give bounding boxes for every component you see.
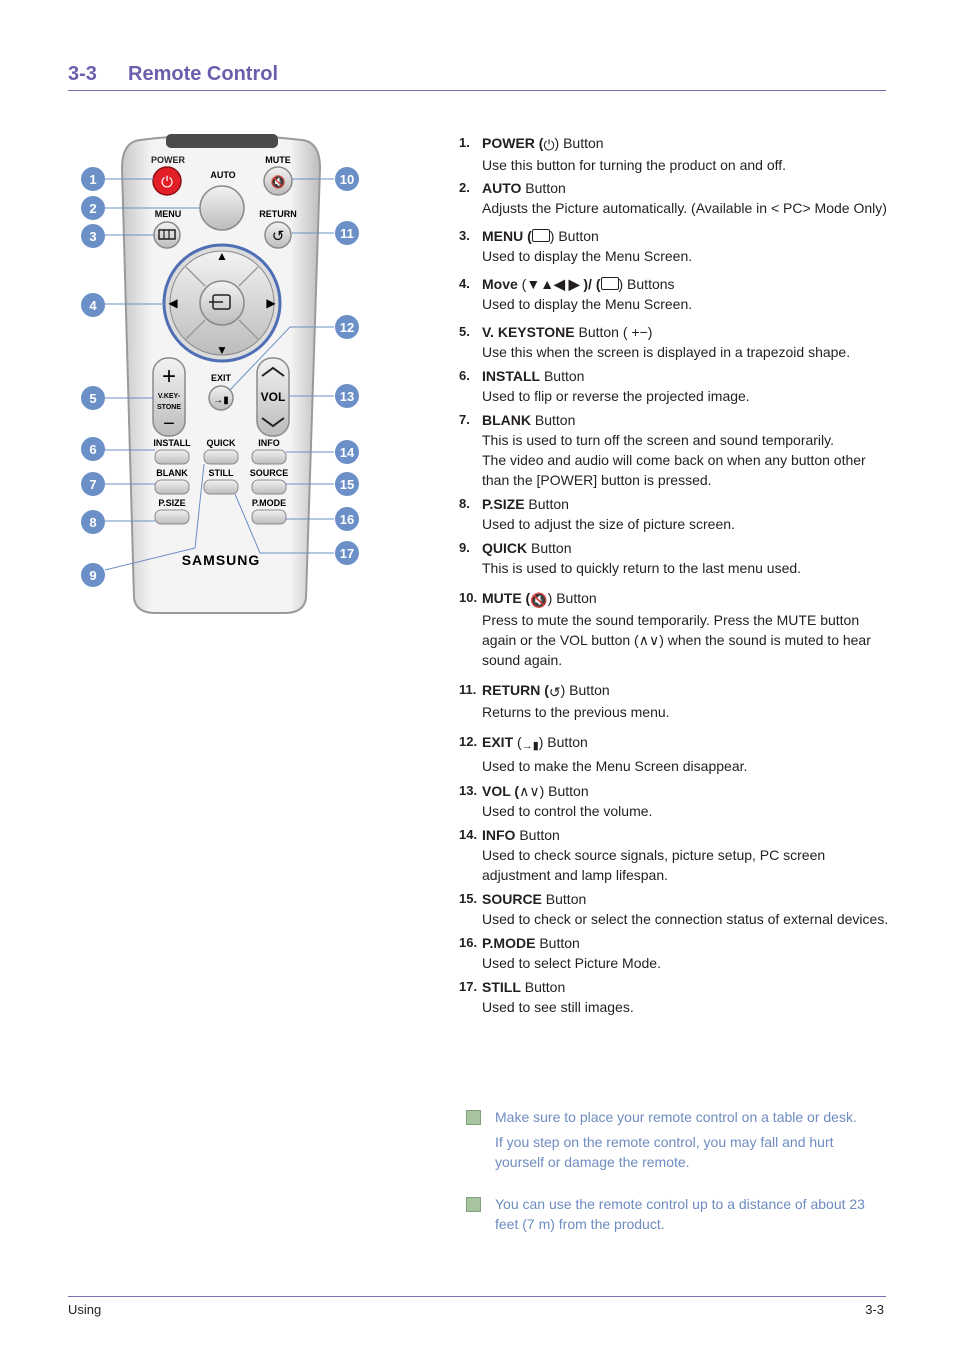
- samsung-logo: SAMSUNG: [181, 552, 261, 568]
- item-number: 17.: [459, 979, 478, 994]
- remote-label-pmode: P.MODE: [251, 498, 287, 508]
- list-item: 15. SOURCE Button Used to check or select the connection status of external devices.: [459, 891, 889, 927]
- list-item: 16. P.MODE Button Used to select Picture Mode.: [459, 933, 889, 973]
- right-arrow-icon: ▶: [266, 296, 276, 310]
- item-desc: Press to mute the sound temporarily. Press the MUTE button again or the VOL button (∧∨) when the sound is muted to hear sound again.: [482, 612, 871, 668]
- auto-button: [200, 186, 244, 230]
- info-button: [252, 450, 286, 464]
- item-desc: Used to adjust the size of picture screen.: [482, 516, 735, 532]
- return-icon: ↺: [548, 684, 561, 700]
- item-number: 5.: [459, 324, 470, 339]
- page-footer: [68, 1296, 886, 1317]
- remote-label-blank: BLANK: [156, 468, 188, 478]
- item-name: QUICK: [482, 540, 528, 556]
- item-number: 12.: [459, 734, 478, 749]
- item-name: V. KEYSTONE: [482, 324, 575, 340]
- item-number: 6.: [459, 368, 470, 383]
- ir-window: [166, 134, 278, 148]
- power-icon: ⏻: [161, 174, 173, 191]
- item-desc: Used to make the Menu Screen disappear.: [482, 758, 748, 774]
- install-button: [155, 450, 189, 464]
- list-item: 9. QUICK Button This is used to quickly return to the last menu used.: [459, 538, 889, 578]
- item-number: 15.: [459, 891, 478, 906]
- callout-3: 3: [89, 229, 97, 244]
- list-item: 8. P.SIZE Button Used to adjust the size of picture screen.: [459, 494, 889, 534]
- item-number: 1.: [459, 135, 470, 150]
- arrow-icons: ▼▲◀ ▶: [526, 276, 580, 292]
- item-name: MUTE (: [482, 590, 531, 606]
- list-item: 1. POWER (⏻) Button Use this button for turning the product on and off.: [459, 133, 889, 175]
- mute-icon: 🔇: [270, 175, 286, 189]
- list-item: 3. MENU ( ) Button Used to display the Menu Screen.: [459, 226, 889, 266]
- item-desc: Returns to the previous menu.: [482, 704, 670, 720]
- callout-11: 11: [340, 226, 354, 241]
- item-name: RETURN (: [482, 682, 549, 698]
- enter-button: [200, 281, 244, 325]
- callout-5: 5: [89, 391, 97, 406]
- exit-icon: →▮: [521, 740, 539, 752]
- remote-label-power: POWER: [150, 155, 186, 165]
- plus-minus-icon: +−: [631, 324, 648, 340]
- item-desc: Used to select Picture Mode.: [482, 955, 661, 971]
- item-name: AUTO: [482, 180, 522, 196]
- item-name: BLANK: [482, 412, 531, 428]
- callout-10: 10: [339, 172, 355, 187]
- note-remote-placement: Make sure to place your remote control on a table or desk. If you step on the remote control, you may fall and hurt yourself or damage the remote.: [466, 1107, 886, 1172]
- item-desc: Used to display the Menu Screen.: [482, 248, 693, 264]
- remote-label-install: INSTALL: [153, 438, 191, 448]
- item-desc: Used to check source signals, picture setup, PC screen adjustment and lamp lifespan.: [482, 847, 826, 883]
- list-item: 10. MUTE (🔇) Button Press to mute the sound temporarily. Press the MUTE button again or the VOL button (∧∨) when the sound is muted to hear sound again.: [459, 588, 889, 670]
- still-button: [204, 480, 238, 494]
- item-number: 16.: [459, 935, 478, 950]
- item-name: Move: [482, 276, 518, 292]
- remote-label-still: STILL: [208, 468, 234, 478]
- item-desc: Used to see still images.: [482, 999, 634, 1015]
- remote-label-vkey1: V.KEY-: [157, 393, 181, 400]
- mute-icon: 🔇: [530, 592, 548, 608]
- callout-2: 2: [89, 201, 97, 216]
- item-name: EXIT: [482, 734, 514, 750]
- pmode-button: [252, 510, 286, 524]
- item-name: POWER (: [482, 135, 544, 151]
- item-name: INFO: [482, 827, 516, 843]
- footer-section: Using: [68, 1302, 102, 1317]
- menu-icon: [532, 229, 550, 242]
- item-number: 11.: [459, 682, 477, 697]
- up-arrow-icon: ▲: [216, 249, 228, 263]
- callout-15: 15: [339, 477, 355, 492]
- menu-button: [154, 222, 180, 248]
- list-item: 11. RETURN (↺) Button Returns to the previous menu.: [459, 680, 889, 722]
- item-desc: Used to flip or reverse the projected image.: [482, 388, 750, 404]
- remote-label-psize: P.SIZE: [158, 498, 186, 508]
- page-number: 3-3: [865, 1302, 884, 1317]
- item-desc: Use this when the screen is displayed in a trapezoid shape.: [482, 344, 851, 360]
- note-icon: [466, 1197, 481, 1212]
- section-title: Remote Control: [128, 63, 278, 85]
- item-desc: Used to control the volume.: [482, 803, 653, 819]
- item-name: P.SIZE: [482, 496, 525, 512]
- item-name: SOURCE: [482, 891, 542, 907]
- note-icon: [466, 1110, 481, 1125]
- left-arrow-icon: ◀: [168, 296, 178, 310]
- callout-16: 16: [339, 512, 355, 527]
- item-desc: Use this button for turning the product on and off.: [482, 157, 787, 173]
- item-number: 14.: [459, 827, 478, 842]
- blank-button: [155, 480, 189, 494]
- callout-9: 9: [89, 568, 97, 583]
- item-desc: Used to check or select the connection status of external devices.: [482, 911, 889, 927]
- callout-8: 8: [89, 515, 97, 530]
- section-number: 3-3: [68, 63, 97, 85]
- vol-icon: ∧∨: [638, 632, 660, 648]
- list-item: 7. BLANK Button This is used to turn off the screen and sound temporarily. The video and audio will come back on when any button other than the [POWER] button is pressed.: [459, 410, 889, 490]
- callout-6: 6: [89, 442, 97, 457]
- remote-label-return: RETURN: [259, 209, 297, 219]
- item-name: MENU (: [482, 228, 532, 244]
- list-item: 12. EXIT (→▮) Button Used to make the Menu Screen disappear.: [459, 732, 889, 776]
- item-number: 2.: [459, 180, 470, 195]
- power-icon: ⏻: [543, 137, 555, 153]
- item-name: STILL: [482, 979, 521, 995]
- callout-7: 7: [89, 477, 97, 492]
- item-desc: Adjusts the Picture automatically. (Available in < PC> Mode Only): [482, 200, 887, 216]
- source-button: [252, 480, 286, 494]
- plus-icon: +: [161, 363, 177, 390]
- vol-icon: ∧∨: [519, 783, 540, 799]
- list-item: 4. Move (▼▲◀ ▶ )/ ( ) Buttons Used to display the Menu Screen.: [459, 274, 889, 314]
- enter-icon: [601, 277, 619, 290]
- item-number: 10.: [459, 590, 478, 605]
- item-name: VOL (: [482, 783, 520, 799]
- remote-label-exit: EXIT: [210, 373, 232, 383]
- remote-label-auto: AUTO: [210, 170, 236, 180]
- item-desc: This is used to turn off the screen and sound temporarily.: [482, 432, 835, 448]
- exit-icon: →▮: [213, 395, 229, 406]
- remote-label-quick: QUICK: [206, 438, 236, 448]
- item-number: 13.: [459, 783, 478, 798]
- callout-1: 1: [89, 172, 97, 187]
- button-description-list: [459, 133, 889, 1017]
- callout-14: 14: [339, 445, 355, 460]
- remote-label-mute: MUTE: [265, 155, 291, 165]
- list-item: 2. AUTO Button Adjusts the Picture automatically. (Available in < PC> Mode Only): [459, 178, 889, 218]
- callout-17: 17: [339, 546, 355, 561]
- list-item: 6. INSTALL Button Used to flip or reverse the projected image.: [459, 366, 889, 406]
- item-number: 3.: [459, 228, 470, 243]
- list-item: 5. V. KEYSTONE Button ( +−) Use this when the screen is displayed in a trapezoid shape.: [459, 322, 889, 362]
- remote-label-vol: VOL: [260, 390, 286, 404]
- remote-label-menu: MENU: [154, 209, 182, 219]
- remote-label-info: INFO: [258, 438, 280, 448]
- item-number: 4.: [459, 276, 470, 291]
- item-desc: Used to display the Menu Screen.: [482, 296, 693, 312]
- callout-4: 4: [89, 298, 97, 313]
- callout-12: 12: [339, 320, 355, 335]
- section-header: [68, 60, 886, 91]
- callout-13: 13: [339, 389, 355, 404]
- list-item: 17. STILL Button Used to see still images.: [459, 977, 889, 1017]
- quick-button: [204, 450, 238, 464]
- item-name: P.MODE: [482, 935, 536, 951]
- item-desc: This is used to quickly return to the last menu used.: [482, 560, 802, 576]
- psize-button: [155, 510, 189, 524]
- item-name: INSTALL: [482, 368, 541, 384]
- remote-label-vkey2: STONE: [157, 404, 181, 411]
- item-number: 9.: [459, 540, 470, 555]
- note-remote-distance: You can use the remote control up to a distance of about 23 feet (7 m) from the product.: [466, 1194, 886, 1234]
- remote-control-illustration: [70, 128, 370, 623]
- item-desc: The video and audio will come back on when any button other than the [POWER] button is pressed.: [482, 452, 866, 488]
- list-item: 13. VOL (∧∨) Button Used to control the volume.: [459, 781, 889, 821]
- item-number: 7.: [459, 412, 470, 427]
- minus-icon: −: [163, 413, 175, 435]
- remote-label-source: SOURCE: [249, 468, 289, 478]
- list-item: 14. INFO Button Used to check source signals, picture setup, PC screen adjustment and lamp lifespan.: [459, 825, 889, 885]
- item-number: 8.: [459, 496, 470, 511]
- down-arrow-icon: ▼: [216, 343, 228, 357]
- return-icon: ↺: [271, 228, 285, 245]
